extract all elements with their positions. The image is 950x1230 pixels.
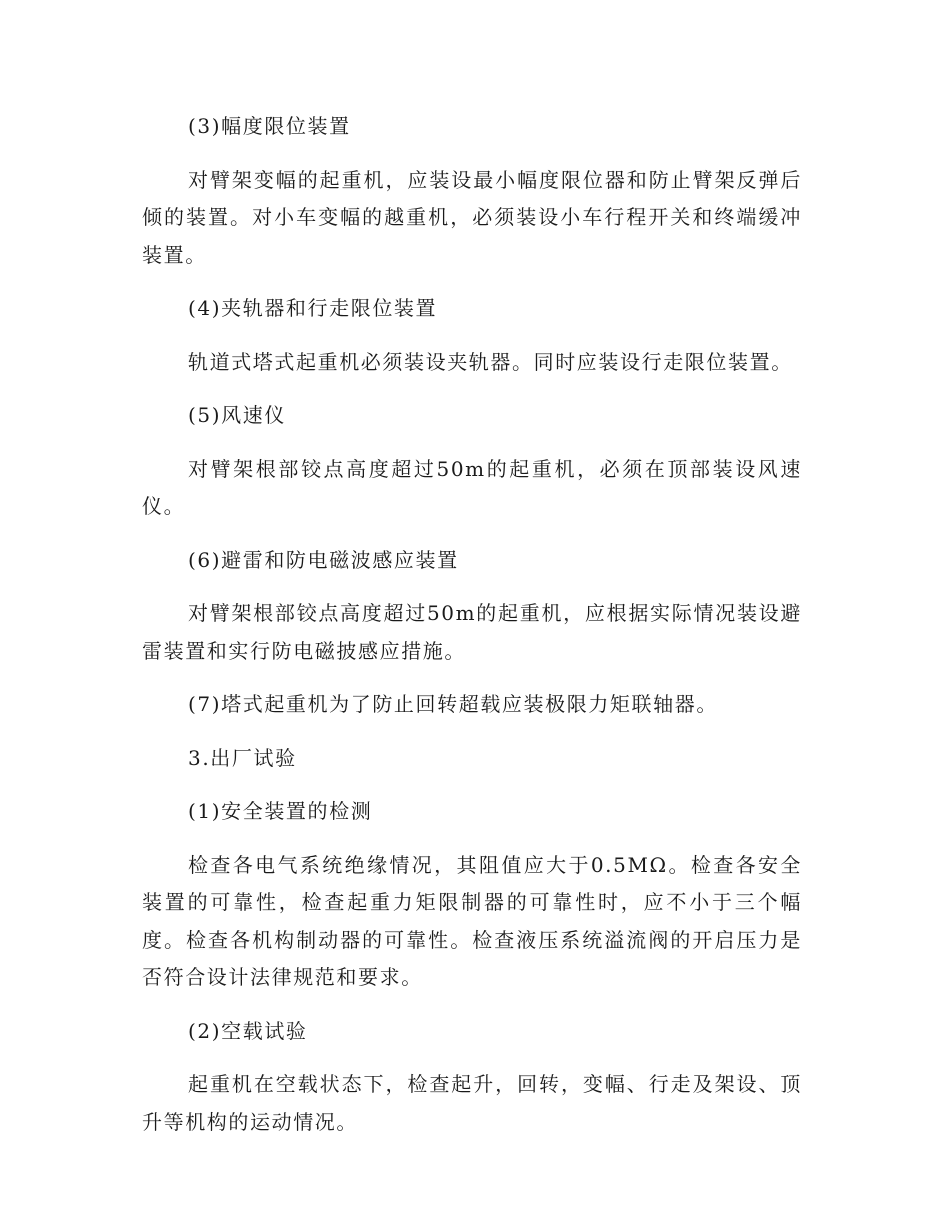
paragraph-anemometer: 对臂架根部铰点高度超过50m的起重机，必须在顶部装设风速仪。 xyxy=(142,456,802,518)
heading-factory-test: 3.出厂试验 xyxy=(188,745,297,770)
heading-amplitude-limit: (3)幅度限位装置 xyxy=(188,114,351,138)
heading-no-load-test: (2)空载试验 xyxy=(188,1018,308,1043)
document-page xyxy=(142,108,802,1157)
paragraph-no-load-test: 起重机在空载状态下，检查起升，回转，变幅、行走及架设、顶升等机构的运动情况。 xyxy=(142,1072,802,1134)
heading-lightning: (6)避雷和防电磁波感应装置 xyxy=(188,547,459,572)
paragraph-amplitude-limit: 对臂架变幅的起重机，应装设最小幅度限位器和防止臂架反弹后倾的装置。对小车变幅的越重机，必须装设小车行程开关和终端缓冲装置。 xyxy=(142,167,802,267)
paragraph-safety-inspection: 检查各电气系统绝缘情况，其阻值应大于0.5MΩ。检查各安全装置的可靠性，检查起重力矩限制器的可靠性时，应不小于三个幅度。检查各机构制动器的可靠性。检查液压系统溢流阀的开启压力是否符合设计法律规范和要求。 xyxy=(142,852,802,989)
heading-rail-clamp: (4)夹轨器和行走限位装置 xyxy=(188,296,438,320)
paragraph-torque-coupling: (7)塔式起重机为了防止回转超载应装极限力矩联轴器。 xyxy=(188,692,718,716)
paragraph-rail-clamp: 轨道式塔式起重机必须装设夹轨器。同时应装设行走限位装置。 xyxy=(188,349,793,374)
heading-anemometer: (5)风速仪 xyxy=(188,403,286,427)
heading-safety-inspection: (1)安全装置的检测 xyxy=(188,799,373,823)
paragraph-lightning: 对臂架根部铰点高度超过50m的起重机，应根据实际情况装设避雷装置和实行防电磁披感应措施。 xyxy=(142,601,802,663)
